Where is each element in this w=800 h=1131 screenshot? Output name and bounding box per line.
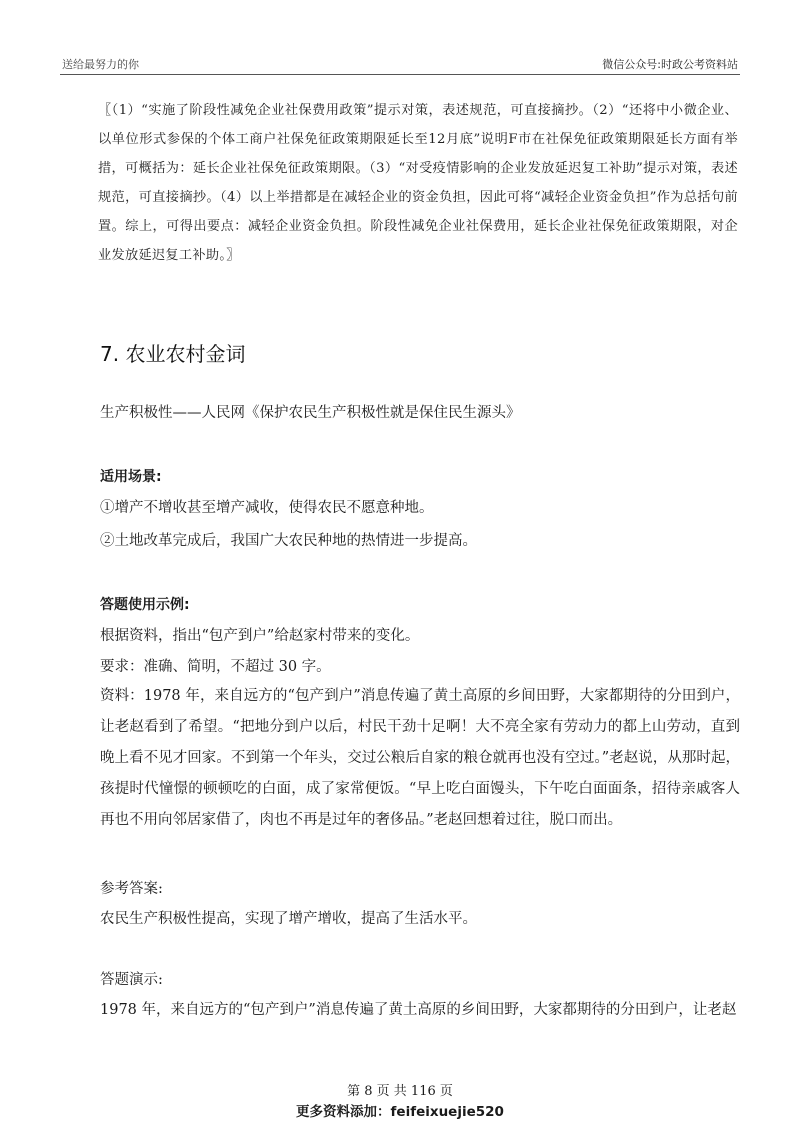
demo-text: 1978 年，来自远方的“包产到户”消息传遍了黄土高原的乡间田野，大家都期待的分田到户，让老赵 [100,1002,737,1018]
reference-answer: 农民生产积极性提高，实现了增产增收，提高了生活水平。 [100,911,477,927]
answer-analysis: 〖（1）“实施了阶段性减免企业社保费用政策”提示对策，表述规范，可直接摘抄。（2）“还将中小微企业、以单位形式参保的个体工商户社保免征政策期限延长至12月底”说明F市在社保免征政策期限延长方面有举措，可概括为：延长企业社保免征政策期限。（3）“对受疫情影响的企业发放延迟复工补助”提示对策，表述规范，可直接摘抄。（4）以上举措都是在减轻企业的资金负担，因此可将“减轻企业资金负担”作为总括句前置。综上，可得出要点：减轻企业资金负担。阶段性减免企业社保费用，延长企业社保免征政策期限，对企业发放延迟复工补助。〗 [98,103,738,263]
footer-promo: 更多资料添加：feifeixuejie520 [296,1104,504,1120]
keyword-source: 生产积极性——人民网《保护农民生产积极性就是保住民生源头》 [100,405,521,421]
scenario-item: ②土地改革完成后，我国广大农民种地的热情进一步提高。 [100,533,477,549]
demo-label: 答题演示: [100,972,163,988]
example-question: 根据资料，指出“包产到户”给赵家村带来的变化。 [100,628,420,644]
scenario-item: ①增产不增收甚至增产减收，使得农民不愿意种地。 [100,500,434,516]
example-label: 答题使用示例: [100,597,190,613]
header-wechat-account: 微信公众号:时政公考资料站 [602,58,738,71]
page-number: 第 8 页 共 116 页 [347,1084,453,1099]
reference-label: 参考答案: [100,881,163,897]
scenario-label: 适用场景: [100,469,162,485]
example-material: 资料：1978 年，来自远方的“包产到户”消息传遍了黄土高原的乡间田野，大家都期待的分田到户，让老赵看到了希望。“把地分到户以后，村民干劲十足啊！大不亮全家有劳动力的都上山劳动，直到晚上看不见才回家。不到第一个年头，交过公粮后自家的粮仓就再也没有空过。”老赵说，从那时起，孩提时代憧憬的顿顿吃的白面，成了家常便饭。“早上吃白面馒头，下午吃白面面条，招待亲戚客人再也不用向邻居家借了，肉也不再是过年的奢侈品。”老赵回想着过往，脱口而出。 [100,688,740,828]
page-header [60,54,740,75]
header-slogan: 送给最努力的你 [62,58,139,71]
section-title: 7. 农业农村金词 [100,342,246,366]
example-requirement: 要求：准确、简明，不超过 30 字。 [100,659,331,675]
